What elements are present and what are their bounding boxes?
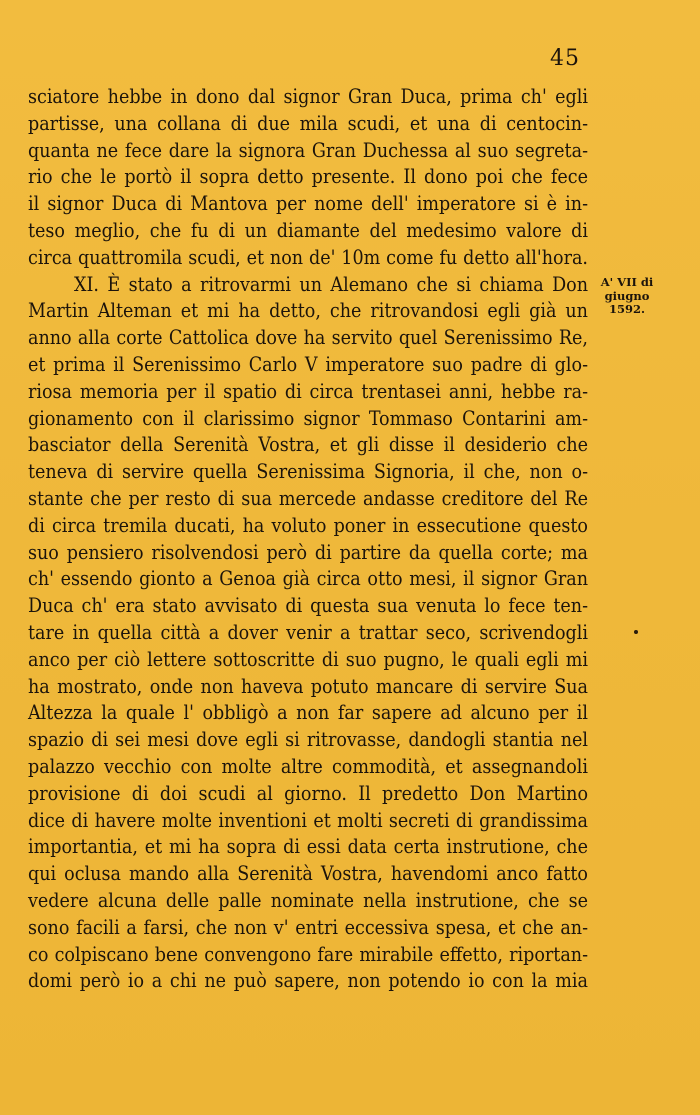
text-line: domi però io a chi ne può sapere, non potendo io con la mia bbox=[28, 969, 588, 993]
text-line: ch' essendo gionto a Genoa già circa otto mesi, il signor Gran bbox=[28, 567, 588, 591]
text-line: tare in quella città a dover venir a trattar seco, scrivendogli bbox=[28, 620, 588, 644]
text-line: et prima il Serenissimo Carlo V imperatore suo padre di glo- bbox=[28, 352, 588, 376]
text-line: stante che per resto di sua mercede andasse creditore del Re bbox=[28, 486, 588, 510]
text-line: teneva di servire quella Serenissima Signoria, il che, non o- bbox=[28, 460, 588, 484]
text-line: basciator della Serenità Vostra, et gli disse il desiderio che bbox=[28, 433, 588, 457]
margin-note-line: 1592. bbox=[608, 302, 645, 316]
text-line: importantia, et mi ha sopra di essi data certa instrutione, che bbox=[28, 835, 588, 859]
text-line: qui oclusa mando alla Serenità Vostra, havendomi anco fatto bbox=[28, 862, 588, 886]
text-line: gionamento con il clarissimo signor Tommaso Contarini am- bbox=[28, 406, 588, 430]
text-line: spazio di sei mesi dove egli si ritrovasse, dandogli stantia nel bbox=[28, 728, 588, 752]
text-line: sono facili a farsi, che non v' entri eccessiva spesa, et che an- bbox=[28, 915, 588, 939]
text-line: XI. È stato a ritrovarmi un Alemano che si chiama Don bbox=[74, 272, 588, 296]
text-line: palazzo vecchio con molte altre commodità, et assegnandoli bbox=[28, 754, 588, 778]
text-line: dice di havere molte inventioni et molti secreti di grandissima bbox=[28, 808, 588, 832]
text-line: co colpiscano bene convengono fare mirabile effetto, riportan- bbox=[28, 942, 588, 966]
text-line: provisione di doi scudi al giorno. Il predetto Don Martino bbox=[28, 781, 588, 805]
text-line: quanta ne fece dare la signora Gran Duchessa al suo segreta- bbox=[28, 138, 588, 162]
text-line: Duca ch' era stato avvisato di questa sua venuta lo fece ten- bbox=[28, 594, 588, 618]
text-line: Martin Alteman et mi ha detto, che ritrovandosi egli già un bbox=[28, 299, 588, 323]
text-line: Altezza la quale l' obbligò a non far sapere ad alcuno per il bbox=[28, 701, 588, 725]
text-line: riosa memoria per il spatio di circa trentasei anni, hebbe ra- bbox=[28, 379, 588, 403]
margin-note-line: giugno bbox=[604, 288, 650, 303]
text-line: di circa tremila ducati, ha voluto poner in essecutione questo bbox=[28, 513, 588, 537]
text-line: rio che le portò il sopra detto presente. Il dono poi che fece bbox=[28, 165, 588, 189]
text-line: anco per ciò lettere sottoscritte di suo pugno, le quali egli mi bbox=[28, 647, 588, 671]
text-line: teso meglio, che fu di un diamante del medesimo valore di bbox=[28, 218, 588, 242]
text-line: circa quattromila scudi, et non de' 10m come fu detto all'hora. bbox=[28, 245, 588, 269]
ink-speck bbox=[634, 630, 638, 634]
text-line: il signor Duca di Mantova per nome dell' imperatore si è in- bbox=[28, 192, 588, 216]
text-line: ha mostrato, onde non haveva potuto mancare di servire Sua bbox=[28, 674, 588, 698]
text-line: sciatore hebbe in dono dal signor Gran Duca, prima ch' egli bbox=[28, 85, 588, 108]
text-line: vedere alcuna delle palle nominate nella instrutione, che se bbox=[28, 888, 588, 912]
text-line: anno alla corte Cattolica dove ha servito quel Serenissimo Re, bbox=[28, 326, 588, 350]
margin-note-line: A' VII di bbox=[600, 275, 654, 289]
text-line: suo pensiero risolvendosi però di partire da quella corte; ma bbox=[28, 540, 588, 564]
margin-note-date bbox=[597, 276, 657, 317]
body-text bbox=[28, 84, 588, 995]
text-line: partisse, una collana di due mila scudi, et una di centocin- bbox=[28, 111, 588, 135]
page-number: 45 bbox=[550, 46, 580, 71]
